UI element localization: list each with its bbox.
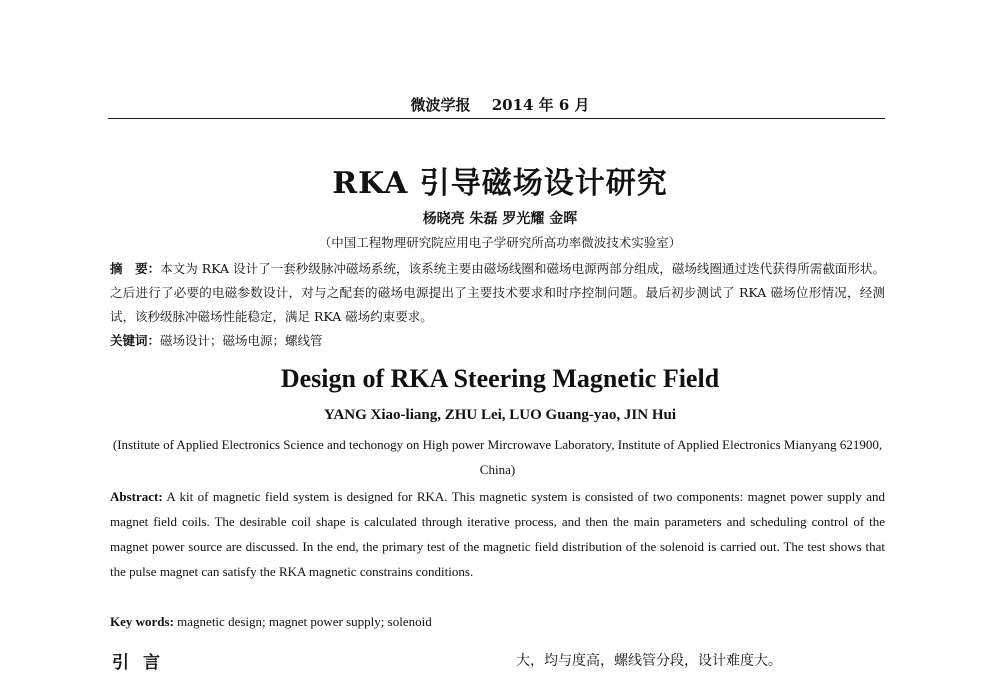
- journal-name: 微波学报: [410, 96, 471, 114]
- section-heading-introduction: 引言: [112, 653, 174, 673]
- affiliation-cn: （中国工程物理研究院应用电子学研究所高功率微波技术实验室）: [318, 235, 682, 250]
- authors-cn: 杨晓亮 朱磊 罗光耀 金晖: [422, 211, 578, 227]
- abstract-cn: [110, 257, 885, 329]
- keywords-cn: [110, 329, 885, 353]
- abstract-cn-text: 本文为 RKA 设计了一套秒级脉冲磁场系统，该系统主要由磁场线圈和磁场电源两部分组成，磁场线圈通过迭代获得所需截面形状。之后进行了必要的电磁参数设计，对与之配套的磁场电源提出了主要技术要求和时序控制问题。最后初步测试了 RKA 磁场位形情况，经测试，该秒级脉冲磁场性能稳定，满足 RKA 磁场约束要求。: [110, 261, 885, 324]
- affiliation-en: (Institute of Applied Electronics Science and techonogy on High power Mircrowave Laboratory, Institute of Applied Electronics Mianyang 621900, China): [112, 437, 883, 477]
- keywords-cn-label: 关键词：: [110, 333, 161, 348]
- abstract-cn-label: 摘 要：: [110, 261, 161, 276]
- abstract-en-label: Abstract:: [110, 489, 163, 504]
- header-rule: [108, 118, 885, 119]
- issue-date: 2014 年 6 月: [491, 96, 590, 114]
- abstract-en-text: A kit of magnetic field system is designed for RKA. This magnetic system is consisted of two components: magnet power supply and magnet field coils. The desirable coil shape is calculated through iterative process, and then the main parameters and scheduling control of the magnet power source are discussed. In the end, the primary test of the magnetic field distribution of the solenoid is carried out. The test shows that the pulse magnet can satisfy the RKA magnetic constrains conditions.: [110, 489, 885, 579]
- column2-text: 大，均与度高，螺线管分段，设计难度大。: [516, 653, 782, 669]
- title-cn: RKA 引导磁场设计研究: [332, 166, 668, 201]
- keywords-en: [110, 609, 885, 634]
- keywords-cn-text: 磁场设计；磁场电源；螺线管: [160, 333, 323, 348]
- keywords-en-label: Key words:: [110, 614, 174, 629]
- authors-en: YANG Xiao-liang, ZHU Lei, LUO Guang-yao, JIN Hui: [324, 407, 676, 423]
- keywords-en-text: magnetic design; magnet power supply; solenoid: [177, 614, 432, 629]
- abstract-en: [110, 484, 885, 584]
- title-en: Design of RKA Steering Magnetic Field: [280, 364, 720, 393]
- running-header: [0, 94, 1000, 115]
